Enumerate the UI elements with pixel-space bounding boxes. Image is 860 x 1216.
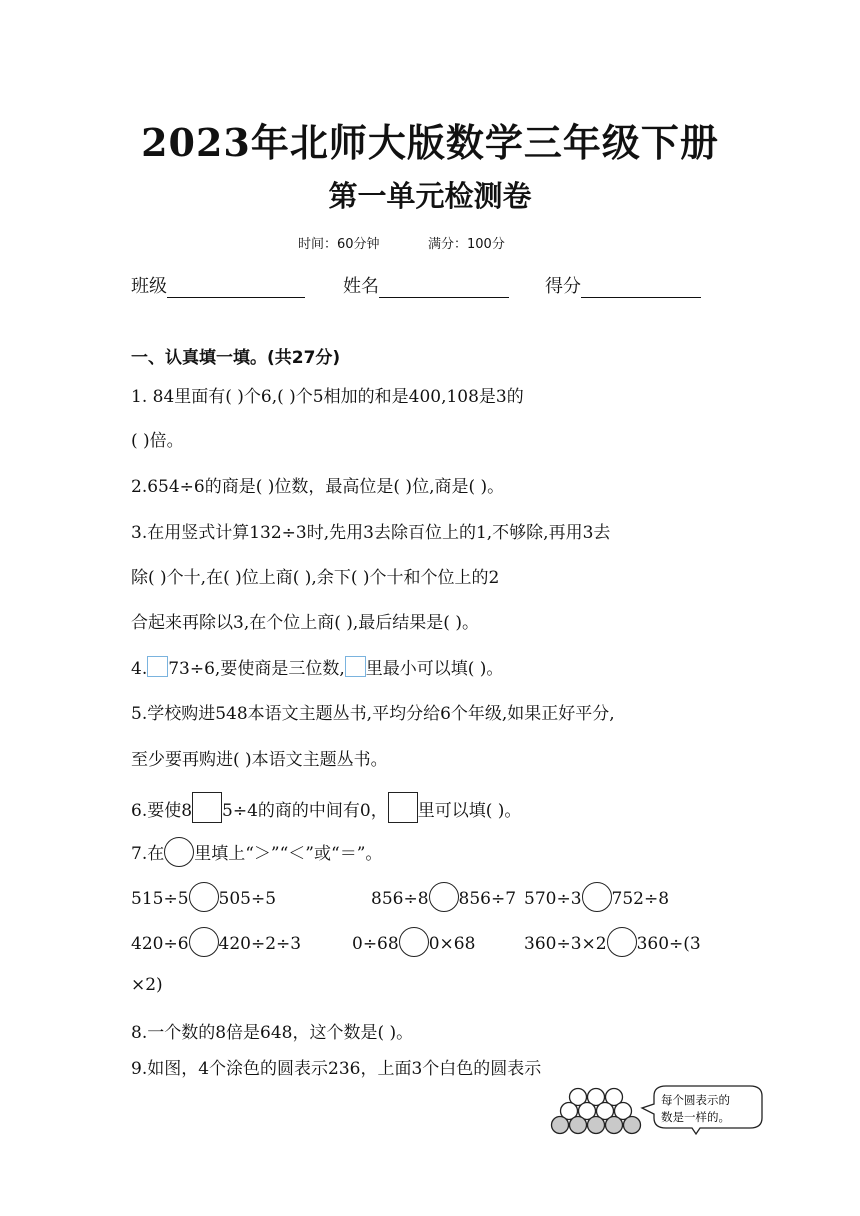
question-4-text-b: 里最小可以填( )。 [365,659,504,679]
compare-circle[interactable] [189,927,219,957]
expr: 752÷8 [611,889,670,909]
expr: 420÷6 [131,934,189,954]
class-field[interactable] [131,272,305,298]
compare-row-2-cont: ×2) [131,975,163,995]
question-4-number: 4. [131,659,148,679]
question-7 [131,837,382,867]
question-4 [131,656,503,682]
shaded-circle [606,1117,623,1134]
name-blank[interactable] [379,279,509,298]
digit-box[interactable] [388,792,418,823]
shaded-circle [570,1117,587,1134]
digit-box[interactable] [192,792,222,823]
expr: 420÷2÷3 [218,934,302,954]
exam-total-score: 满分：100分 [428,237,505,252]
score-blank[interactable] [581,279,701,298]
white-circles [561,1089,632,1120]
question-9: 9.如图，4个涂色的圆表示236，上面3个白色的圆表示 [131,1059,542,1079]
circles-figure [550,1084,770,1136]
question-6-text-a: 6.要使8 [131,801,193,821]
expr: 515÷5 [131,889,189,909]
compare-row-2c [524,927,701,957]
shaded-circle [624,1117,641,1134]
score-field[interactable] [545,272,701,298]
expr: 856÷8 [371,889,429,909]
compare-row-2b [352,927,475,957]
question-3-line-2: 除( )个十,在( )位上商( ),余下( )个十和个位上的2 [131,568,500,588]
compare-row-2 [131,927,301,957]
compare-row-1b [371,882,516,912]
question-6 [131,792,521,824]
expr: 360÷3×2 [524,934,607,954]
question-7-text-a: 7.在 [131,844,165,864]
question-5-line-2: 至少要再购进( )本语文主题丛书。 [131,750,388,770]
question-5-line-1: 5.学校购进548本语文主题丛书,平均分给6个年级,如果正好平分, [131,704,615,724]
name-label: 姓名 [343,276,379,297]
question-1-line-2: ( )倍。 [131,431,184,451]
bubble-text-2: 数是一样的。 [661,1110,730,1124]
expr: 570÷3 [524,889,582,909]
shaded-circles [552,1117,641,1134]
compare-circle[interactable] [189,882,219,912]
digit-box[interactable] [345,656,366,677]
exam-time: 时间：60分钟 [298,237,380,252]
name-field[interactable] [343,272,509,298]
expr: 0×68 [428,934,476,954]
class-label: 班级 [131,276,167,297]
shaded-circle [552,1117,569,1134]
question-1-line-1: 1. 84里面有( )个6,( )个5相加的和是400,108是3的 [131,387,524,407]
bubble-text-1: 每个圆表示的 [661,1093,730,1107]
shaded-circle [588,1117,605,1134]
question-6-text-b: 5÷4的商的中间有0， [222,801,388,821]
compare-circle[interactable] [607,927,637,957]
question-7-text-b: 里填上“＞”“＜”或“＝”。 [194,844,383,864]
question-8: 8.一个数的8倍是648，这个数是( )。 [131,1023,414,1043]
expr: 360÷(3 [636,934,701,954]
compare-circle[interactable] [582,882,612,912]
compare-row-1c [524,882,669,912]
question-4-text-a: 73÷6,要使商是三位数, [168,659,345,679]
page-subtitle: 第一单元检测卷 [328,179,532,213]
question-2: 2.654÷6的商是( )位数，最高位是( )位,商是( )。 [131,477,505,497]
page-title: 2023年北师大版数学三年级下册 [141,120,719,165]
compare-row-1 [131,882,276,912]
question-3-line-3: 合起来再除以3,在个位上商( ),最后结果是( )。 [131,613,479,633]
expr: 505÷5 [218,889,277,909]
compare-circle[interactable] [164,837,194,867]
digit-box[interactable] [147,656,168,677]
expr: 856÷7 [458,889,517,909]
question-6-text-c: 里可以填( )。 [417,801,522,821]
class-blank[interactable] [167,279,305,298]
section-heading: 一、认真填一填。(共27分) [131,348,341,368]
compare-circle[interactable] [399,927,429,957]
compare-circle[interactable] [429,882,459,912]
score-label: 得分 [545,276,581,297]
question-3-line-1: 3.在用竖式计算132÷3时,先用3去除百位上的1,不够除,再用3去 [131,523,611,543]
expr: 0÷68 [352,934,399,954]
